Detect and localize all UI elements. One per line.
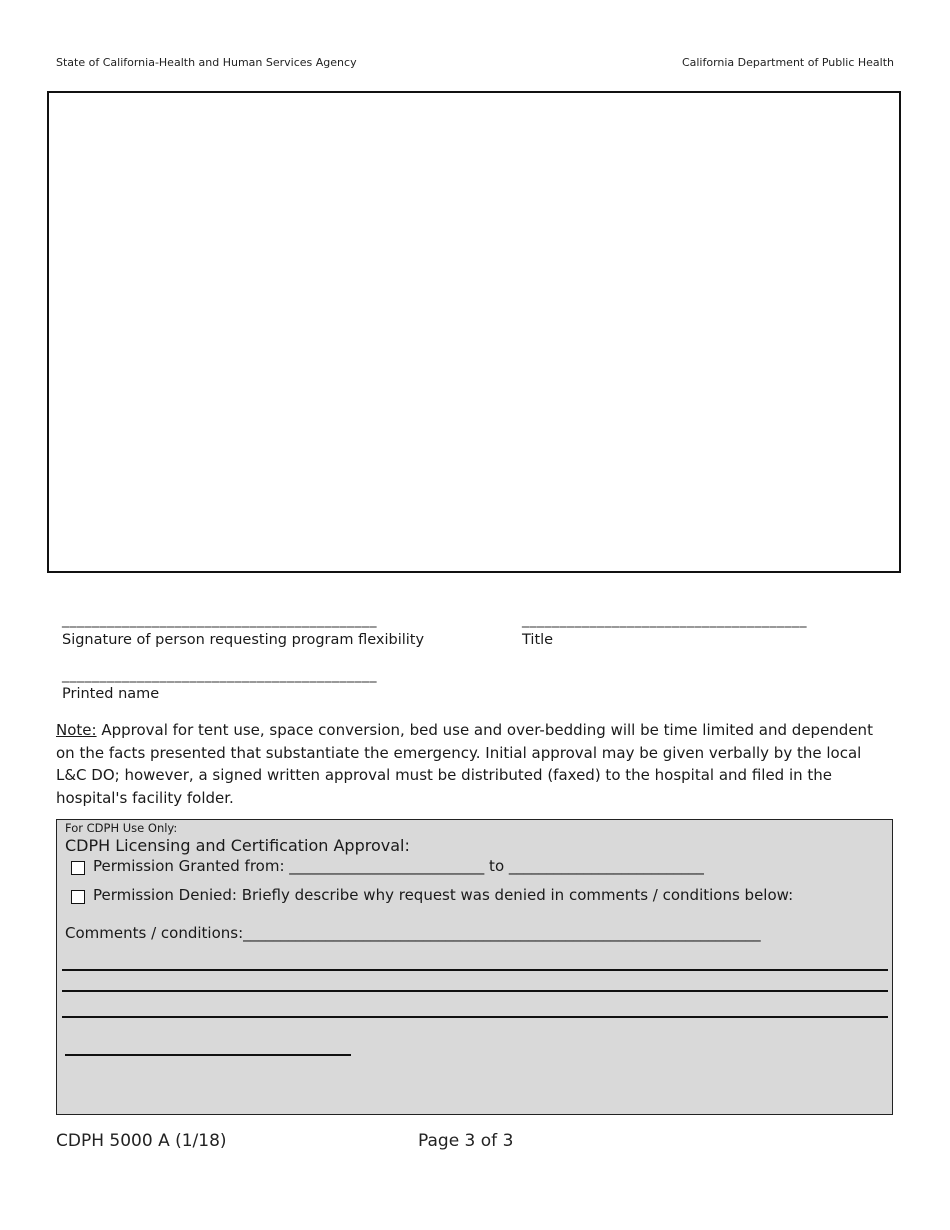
approver-signature-line[interactable] xyxy=(65,1054,351,1056)
permission-denied-checkbox[interactable] xyxy=(71,890,85,904)
header-agency: State of California-Health and Human Services Agency xyxy=(56,56,357,69)
comments-line-2[interactable] xyxy=(62,990,888,992)
comments-label: Comments / conditions:_____________________________________________________________________ xyxy=(65,924,761,942)
signature-label: Signature of person requesting program flexibility xyxy=(62,632,425,648)
cdph-approval-heading: CDPH Licensing and Certification Approval: xyxy=(65,836,410,855)
printed-name-line[interactable]: __________________________________________ xyxy=(62,667,377,683)
cdph-use-only-section xyxy=(56,819,893,1115)
printed-name-label: Printed name xyxy=(62,686,160,702)
permission-denied-label: Permission Denied: Briefly describe why request was denied in comments / conditions below: xyxy=(93,886,794,904)
approval-note xyxy=(56,719,894,809)
title-line[interactable]: ______________________________________ xyxy=(522,612,807,628)
form-id: CDPH 5000 A (1/18) xyxy=(56,1131,227,1151)
note-text: Approval for tent use, space conversion, bed use and over-bedding will be time limited and dependent on the facts presented that substantiate the emergency. Initial approval may be given verbally by the local L&C DO; however, a signed written approval must be distributed (faxed) to the hospital and filed in the hospital's facility folder. xyxy=(56,721,873,807)
signature-line[interactable]: __________________________________________ xyxy=(62,612,377,628)
cdph-use-only-label: For CDPH Use Only: xyxy=(65,821,178,835)
permission-granted-checkbox[interactable] xyxy=(71,861,85,875)
permission-granted-label: Permission Granted from: __________________________ to __________________________ xyxy=(93,857,704,875)
title-label: Title xyxy=(522,632,554,648)
page-number: Page 3 of 3 xyxy=(418,1131,514,1151)
header-department: California Department of Public Health xyxy=(681,56,894,69)
note-prefix: Note: xyxy=(56,721,97,739)
description-text-area[interactable] xyxy=(47,91,901,573)
comments-line-1[interactable] xyxy=(62,969,888,971)
comments-line-3[interactable] xyxy=(62,1016,888,1018)
